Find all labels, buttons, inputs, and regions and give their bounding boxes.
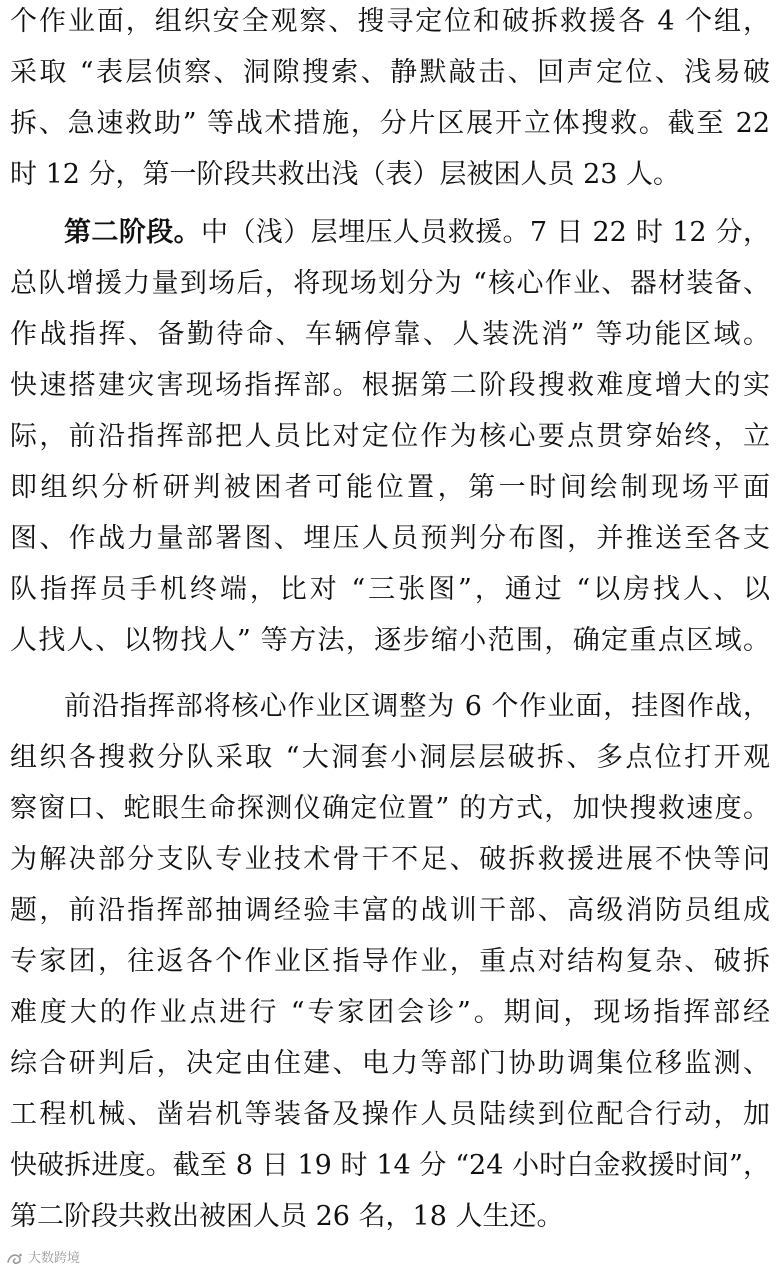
text-line-7: 作战指挥、备勤待命、车辆停靠、人装洗消” 等功能区域。 (10, 319, 770, 350)
text-line-24: 第二阶段共救出被困人员 26 名，18 人生还。 (10, 1201, 564, 1232)
text-line-4: 时 12 分，第一阶段共救出浅（表）层被困人员 23 人。 (10, 159, 681, 190)
text-line-12: 队指挥员手机终端，比对 “三张图”，通过 “以房找人、以 (10, 574, 770, 605)
stage-two-paragraph-start (64, 213, 770, 253)
text-line-21: 综合研判后，决定由住建、电力等部门协助调集位移监测、 (10, 1048, 770, 1079)
text-line-2: 采取 “表层侦察、洞隙搜索、静默敲击、回声定位、浅易破 (10, 57, 770, 88)
text-line-14: 前沿指挥部将核心作业区调整为 6 个作业面，挂图作战， (64, 691, 770, 722)
watermark-logo-icon (6, 1252, 24, 1266)
text-line-18: 题，前沿指挥部抽调经验丰富的战训干部、高级消防员组成 (10, 895, 770, 926)
text-line-13: 人找人、以物找人” 等方法，逐步缩小范围，确定重点区域。 (10, 625, 770, 656)
watermark-text: 大数跨境 (28, 1251, 81, 1266)
stage-two-intro: 中（浅）层埋压人员救援。7 日 22 时 12 分， (201, 217, 770, 248)
text-line-20: 难度大的作业点进行 “专家团会诊”。期间，现场指挥部经 (10, 997, 770, 1028)
text-line-15: 组织各搜救分队采取 “大洞套小洞层层破拆、多点位打开观 (10, 742, 770, 773)
text-line-3: 拆、急速救助” 等战术措施，分片区展开立体搜救。截至 22 (10, 108, 770, 139)
text-line-11: 图、作战力量部署图、埋压人员预判分布图，并推送至各支 (10, 523, 770, 554)
text-line-6: 总队增援力量到场后，将现场划分为 “核心作业、器材装备、 (10, 268, 770, 299)
text-line-19: 专家团，往返各个作业区指导作业，重点对结构复杂、破拆 (10, 946, 770, 977)
text-line-1: 个作业面，组织安全观察、搜寻定位和破拆救援各 4 个组， (10, 6, 770, 37)
text-line-16: 察窗口、蛇眼生命探测仪确定位置” 的方式，加快搜救速度。 (10, 793, 770, 824)
text-line-23: 快破拆进度。截至 8 日 19 时 14 分 “24 小时白金救援时间”， (10, 1150, 770, 1181)
text-line-10: 即组织分析研判被困者可能位置，第一时间绘制现场平面 (10, 472, 770, 503)
watermark (6, 1248, 80, 1270)
text-line-9: 际，前沿指挥部把人员比对定位作为核心要点贯穿始终，立 (10, 421, 770, 452)
text-line-8: 快速搭建灾害现场指挥部。根据第二阶段搜救难度增大的实 (10, 370, 770, 401)
text-line-17: 为解决部分支队专业技术骨干不足、破拆救援进展不快等问 (10, 844, 770, 875)
stage-two-heading: 第二阶段。 (64, 217, 202, 248)
text-line-22: 工程机械、凿岩机等装备及操作人员陆续到位配合行动，加 (10, 1099, 770, 1130)
